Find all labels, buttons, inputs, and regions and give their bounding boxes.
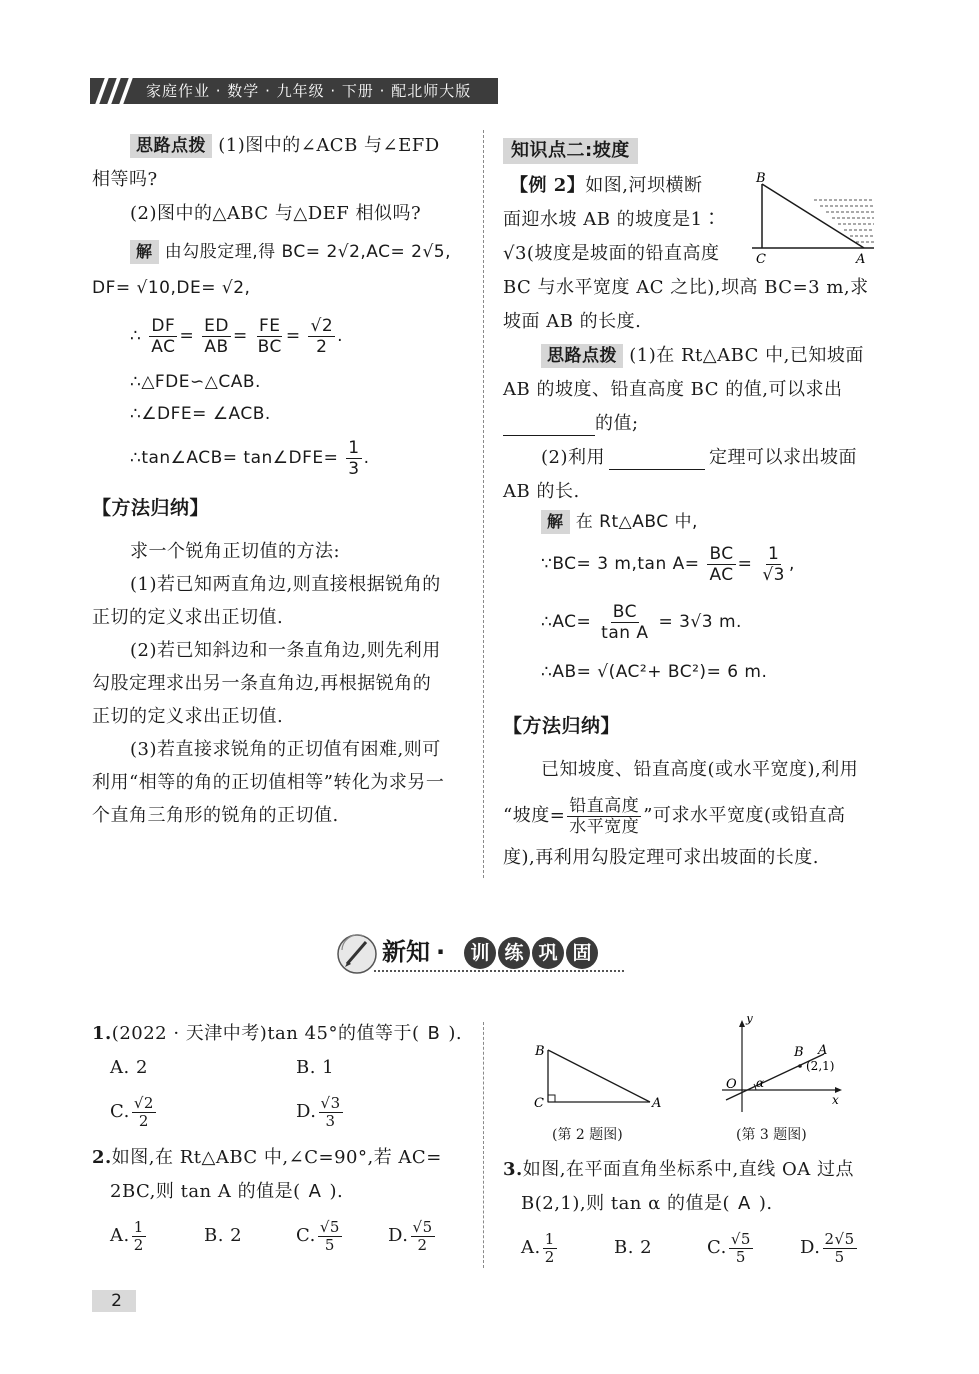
fraction-denominator: 5 xyxy=(735,1247,746,1266)
left-hint-line xyxy=(130,134,440,158)
right-solution-line3 xyxy=(541,600,742,644)
question-number: 1. xyxy=(92,1023,112,1044)
period: . xyxy=(337,326,344,346)
question-2 xyxy=(92,1146,442,1170)
question-3-line2 xyxy=(521,1192,773,1216)
right-solution-line2 xyxy=(541,542,795,586)
header-decoration-slash xyxy=(95,78,108,104)
answer-choice[interactable]: B xyxy=(427,1023,441,1044)
label-alpha: α xyxy=(756,1076,765,1090)
label-x: x xyxy=(832,1093,839,1107)
fraction-numerator: 2√5 xyxy=(824,1229,855,1248)
question-text: ). xyxy=(448,1023,463,1044)
question-number: 2. xyxy=(92,1147,112,1168)
q2-option-b[interactable]: B. 2 xyxy=(204,1225,243,1246)
method-line: 求一个锐角正切值的方法: xyxy=(130,541,341,562)
right-hint-line3 xyxy=(503,412,639,436)
question-text: B(2,1),则 tan α 的值是( xyxy=(521,1193,731,1214)
solution-text: ∵BC= 3 m,tan A= xyxy=(541,554,700,574)
banner-char: 练 xyxy=(498,937,530,969)
knowledge-point-title xyxy=(503,138,638,164)
header-decoration-slash xyxy=(107,78,120,104)
label-O: O xyxy=(726,1077,737,1092)
method-line: 正切的定义求出正切值. xyxy=(92,706,284,727)
header-title: 家庭作业 · 数学 · 九年级 · 下册 · 配北师大版 xyxy=(146,82,472,100)
example-line2: 面迎水坡 AB 的坡度是1∶ xyxy=(503,209,722,230)
fraction-denominator: AB xyxy=(204,336,229,357)
fraction-numerator: 1 xyxy=(767,543,780,564)
label-y: y xyxy=(746,1016,753,1025)
right-hint-line5: AB 的长. xyxy=(503,481,580,502)
page-number: 2 xyxy=(92,1290,136,1312)
fraction-numerator: FE xyxy=(258,315,281,336)
section-banner xyxy=(334,930,634,976)
solution-text: = 3√3 m. xyxy=(658,612,742,632)
q1-option-c[interactable] xyxy=(110,1092,158,1132)
fraction-denominator: 3 xyxy=(348,458,360,479)
label-B: B xyxy=(756,171,766,186)
kp-tag: 知识点二:坡度 xyxy=(503,138,638,164)
q3-option-a[interactable] xyxy=(521,1228,559,1268)
q2-option-a[interactable] xyxy=(110,1216,148,1256)
fraction-denominator: 2 xyxy=(133,1235,144,1254)
left-solution-line5: ∴∠DFE= ∠ACB. xyxy=(130,404,271,424)
fraction-denominator: 5 xyxy=(834,1247,845,1266)
q3-option-c[interactable] xyxy=(707,1228,755,1268)
banner-char: 固 xyxy=(566,937,598,969)
hint-text: (2)利用 xyxy=(541,447,605,468)
column-divider xyxy=(483,130,484,878)
right-method-line1: 已知坡度、铅直高度(或水平宽度),利用 xyxy=(541,759,859,780)
example-line3: √3(坡度是坡面的铅直高度 xyxy=(503,243,720,264)
example-line5: 坡面 AB 的长度. xyxy=(503,311,642,332)
left-method-title: 【方法归纳】 xyxy=(92,497,210,519)
equals: = xyxy=(179,326,195,346)
banner-dot: · xyxy=(436,938,446,966)
question-text: ). xyxy=(329,1181,344,1202)
hint-text: (1)图中的∠ACB 与∠EFD xyxy=(218,135,440,156)
banner-underline xyxy=(374,970,624,972)
solution-tag: 解 xyxy=(541,510,570,534)
period: . xyxy=(363,448,370,468)
hint-tag: 思路点拨 xyxy=(541,344,623,368)
fraction-denominator: 2 xyxy=(417,1235,428,1254)
label-A: A xyxy=(856,252,866,266)
solution-text: ∴AC= xyxy=(541,612,592,632)
left-solution-line6 xyxy=(130,436,370,480)
equals: = xyxy=(737,554,753,574)
fraction-numerator: ED xyxy=(204,315,229,336)
figure-2-triangle xyxy=(530,1040,670,1118)
column-divider xyxy=(483,1022,484,1268)
figure-3-caption: (第 3 题图) xyxy=(736,1127,807,1143)
question-3 xyxy=(503,1158,854,1182)
equals: = xyxy=(232,326,248,346)
label-B: B xyxy=(535,1044,545,1059)
fill-blank-1[interactable] xyxy=(503,413,595,436)
banner-char: 巩 xyxy=(532,937,564,969)
solution-tag: 解 xyxy=(130,240,159,264)
fraction-numerator: 铅直高度 xyxy=(569,795,640,816)
q1-option-d[interactable] xyxy=(296,1092,345,1132)
comma: , xyxy=(788,554,795,574)
fraction-denominator: AC xyxy=(709,564,734,585)
q3-option-d[interactable] xyxy=(800,1228,859,1268)
method-line: (3)若直接求锐角的正切值有困难,则可 xyxy=(130,739,441,760)
dam-figure xyxy=(744,170,884,266)
option-label: D. xyxy=(296,1101,317,1122)
right-hint-line2: AB 的坡度、铅直高度 BC 的值,可以求出 xyxy=(503,379,843,400)
fraction-denominator: 水平宽度 xyxy=(569,816,640,837)
equals: = xyxy=(285,326,301,346)
fraction-numerator: 1 xyxy=(544,1229,555,1248)
q1-option-b[interactable]: B. 1 xyxy=(296,1057,335,1078)
q1-option-a[interactable]: A. 2 xyxy=(110,1057,148,1078)
method-line: 勾股定理求出另一条直角边,再根据锐角的 xyxy=(92,673,432,694)
option-label: C. xyxy=(296,1225,316,1246)
option-label: D. xyxy=(388,1225,409,1246)
question-1 xyxy=(92,1022,462,1046)
method-text: ”可求水平宽度(或铅直高 xyxy=(643,805,846,826)
question-text: 2BC,则 tan A 的值是( xyxy=(110,1181,301,1202)
question-text: 如图,在 Rt△ABC 中,∠C=90°,若 AC= xyxy=(111,1147,442,1168)
figure-2-caption: (第 2 题图) xyxy=(552,1127,623,1143)
right-method-line3: 度),再利用勾股定理可求出坡面的长度. xyxy=(503,847,819,868)
q3-option-b[interactable]: B. 2 xyxy=(614,1237,653,1258)
example-line4: BC 与水平宽度 AC 之比),坝高 BC=3 m,求 xyxy=(503,277,869,298)
fill-blank-2[interactable] xyxy=(609,447,705,470)
method-line: 利用“相等的角的正切值相等”转化为求另一 xyxy=(92,772,445,793)
label-A: A xyxy=(652,1096,662,1111)
label-C: C xyxy=(534,1096,544,1111)
option-label: A. xyxy=(521,1237,541,1258)
option-label: D. xyxy=(800,1237,821,1258)
left-ratio-line xyxy=(130,314,343,358)
hint-text: 定理可以求出坡面 xyxy=(709,447,857,468)
option-label: A. xyxy=(110,1225,130,1246)
method-line: 个直角三角形的锐角的正切值. xyxy=(92,805,339,826)
banner-char: 训 xyxy=(464,937,496,969)
method-text: “坡度= xyxy=(503,805,566,826)
answer-choice[interactable]: A xyxy=(308,1181,322,1202)
left-hint-line2: 相等吗? xyxy=(92,169,158,190)
right-solution-line4: ∴AB= √(AC²+ BC²)= 6 m. xyxy=(541,662,768,682)
fraction-numerator: BC xyxy=(709,543,734,564)
hint-tag: 思路点拨 xyxy=(130,134,212,158)
label-B: B xyxy=(794,1045,804,1060)
left-solution-line1 xyxy=(130,240,451,264)
fraction-denominator: tan A xyxy=(601,622,649,643)
left-solution-line2: DF= √10,DE= √2, xyxy=(92,278,251,298)
question-text: (2022 · 天津中考)tan 45°的值等于( xyxy=(111,1023,420,1044)
right-hint-line1 xyxy=(541,344,864,368)
q2-option-d[interactable] xyxy=(388,1216,437,1256)
fraction-denominator: √3 xyxy=(762,564,785,585)
header-decoration-slash xyxy=(119,78,132,104)
question-text: ). xyxy=(758,1193,773,1214)
fraction-numerator: √2 xyxy=(133,1093,154,1112)
fraction-denominator: AC xyxy=(151,336,176,357)
fraction-numerator: √5 xyxy=(319,1217,340,1236)
example-label: 【例 2】 xyxy=(510,175,586,196)
tan-expression: ∴tan∠ACB= tan∠DFE= xyxy=(130,448,339,468)
label-A: A xyxy=(818,1043,828,1058)
method-line: (1)若已知两直角边,则直接根据锐角的 xyxy=(130,574,441,595)
solution-text: 由勾股定理,得 BC= 2√2,AC= 2√5, xyxy=(164,242,452,262)
question-2-line2 xyxy=(110,1180,343,1204)
right-hint-line4 xyxy=(541,446,857,470)
fraction-numerator: √5 xyxy=(412,1217,433,1236)
hint-text: (1)在 Rt△ABC 中,已知坡面 xyxy=(629,345,864,366)
solution-text: 在 Rt△ABC 中, xyxy=(575,512,698,532)
question-text: 如图,在平面直角坐标系中,直线 OA 过点 xyxy=(522,1159,854,1180)
fraction-numerator: 1 xyxy=(348,437,360,458)
fraction-numerator: √2 xyxy=(310,315,334,336)
option-label: C. xyxy=(707,1237,727,1258)
fraction-denominator: 5 xyxy=(324,1235,335,1254)
fraction-denominator: 2 xyxy=(138,1111,149,1130)
example-text: 如图,河坝横断 xyxy=(585,175,703,196)
banner-title: 新知 xyxy=(382,938,430,966)
answer-choice[interactable]: A xyxy=(738,1193,751,1214)
fraction-denominator: 2 xyxy=(544,1247,555,1266)
right-method-title: 【方法归纳】 xyxy=(503,715,621,737)
label-coord: (2,1) xyxy=(806,1059,835,1073)
fraction-denominator: BC xyxy=(257,336,282,357)
fraction-denominator: 2 xyxy=(316,336,328,357)
fraction-numerator: √5 xyxy=(730,1229,751,1248)
left-solution-line4: ∴△FDE∽△CAB. xyxy=(130,372,261,392)
q2-option-c[interactable] xyxy=(296,1216,344,1256)
hint-text: 的值; xyxy=(595,413,639,434)
fraction-numerator: √3 xyxy=(320,1093,341,1112)
method-line: (2)若已知斜边和一条直角边,则先利用 xyxy=(130,640,441,661)
left-hint-line3: (2)图中的△ABC 与△DEF 相似吗? xyxy=(130,203,422,224)
figure-3-coordinate xyxy=(712,1016,852,1116)
label-C: C xyxy=(756,252,766,266)
option-label: C. xyxy=(110,1101,130,1122)
fraction-numerator: DF xyxy=(151,315,176,336)
question-number: 3. xyxy=(503,1159,523,1180)
therefore-symbol: ∴ xyxy=(130,326,142,346)
right-solution-line1 xyxy=(541,510,698,534)
fraction-numerator: 1 xyxy=(133,1217,144,1236)
right-method-line2 xyxy=(503,794,846,838)
example-line1 xyxy=(510,174,703,198)
method-line: 正切的定义求出正切值. xyxy=(92,607,284,628)
fraction-numerator: BC xyxy=(612,601,637,622)
fraction-denominator: 3 xyxy=(325,1111,336,1130)
